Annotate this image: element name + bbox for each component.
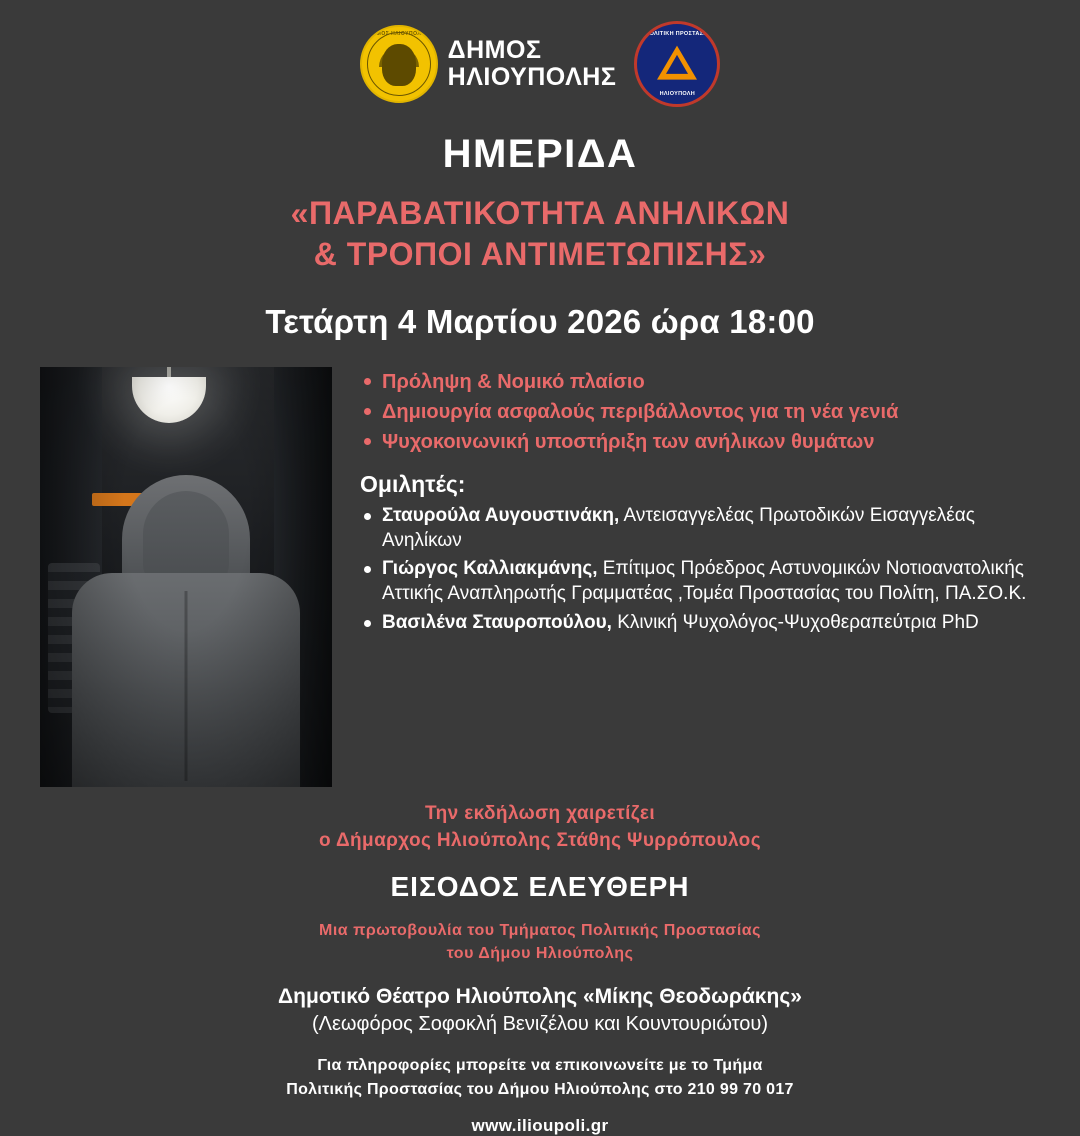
speaker-role: Αντεισαγγελέας Πρωτοδικών Εισαγγελέας Ανηλίκων	[382, 504, 975, 551]
speaker-role: Επίτιμος Πρόεδρος Αστυνομικών Νοτιοανατολικής Αττικής Αναπληρωτής Γραμματέας ,Τομέα Προστασίας του Πολίτη, ΠΑ.ΣΟ.Κ.	[382, 558, 1027, 604]
contact-info-line1: Για πληροφορίες μπορείτε να επικοινωνείτε με το Τμήμα	[317, 1057, 763, 1075]
list-item: Δημιουργία ασφαλούς περιβάλλοντος για τη νέα γενιά	[360, 399, 1040, 425]
list-item	[360, 611, 1040, 636]
initiative-line2: του Δήμου Ηλιούπολης	[446, 945, 634, 963]
list-item: Ψυχοκοινωνική υποστήριξη των ανήλικων θυμάτων	[360, 429, 1040, 455]
civil-protection-bottom-text: ΗΛΙΟΥΠΟΛΗ	[659, 91, 696, 97]
event-datetime: Τετάρτη 4 Μαρτίου 2026 ώρα 18:00	[265, 302, 815, 340]
contact-info-line2: Πολιτικής Προστασίας του Δήμου Ηλιούπολης στο 210 99 70 017	[286, 1081, 794, 1099]
municipality-logo	[360, 25, 617, 103]
event-kind-title: ΗΜΕΡΙΔΑ	[442, 132, 638, 176]
venue-address: (Λεωφόρος Σοφοκλή Βενιζέλου και Κουντουριώτου)	[312, 1013, 768, 1036]
speaker-name: Βασιλένα Σταυροπούλου,	[382, 611, 612, 633]
greeting-line1: Την εκδήλωση χαιρετίζει	[424, 802, 655, 824]
event-subject-line2: & ΤΡΟΠΟΙ ΑΝΤΙΜΕΤΩΠΙΣΗΣ»	[313, 235, 767, 272]
list-item: Πρόληψη & Νομικό πλαίσιο	[360, 369, 1040, 395]
municipality-seal-icon	[360, 25, 438, 103]
event-subject-title	[40, 193, 1040, 275]
event-subject-line1: «ΠΑΡΑΒΑΤΙΚΟΤΗΤΑ ΑΝΗΛΙΚΩΝ	[290, 195, 790, 231]
website-link[interactable]: www.ilioupoli.gr	[471, 1116, 609, 1136]
greeting-line2: ο Δήμαρχος Ηλιούπολης Στάθης Ψυρρόπουλος	[319, 829, 761, 851]
speaker-role: Κλινική Ψυχολόγος-Ψυχοθεραπεύτρια PhD	[617, 611, 979, 633]
venue-name: Δημοτικό Θέατρο Ηλιούπολης «Μίκης Θεοδωράκης»	[278, 985, 802, 1009]
greeting-text	[40, 801, 1040, 855]
initiative-line1: Μια πρωτοβουλία του Τμήματος Πολιτικής Προστασίας	[319, 921, 761, 939]
speakers-label: Ομιλητές:	[360, 470, 466, 497]
list-item	[360, 504, 1040, 553]
seal-text: ΔΗΜΟΣ ΗΛΙΟΥΠΟΛΗΣ	[368, 31, 429, 37]
free-entry-text: ΕΙΣΟΔΟΣ ΕΛΕΥΘΕΡΗ	[390, 870, 690, 902]
topics-list	[360, 369, 1040, 455]
logo-row	[40, 18, 1040, 110]
civil-protection-top-text: ΠΟΛΙΤΙΚΗ ΠΡΟΣΤΑΣΙΑ	[645, 31, 710, 37]
contact-info	[40, 1054, 1040, 1102]
content-section	[40, 367, 1040, 787]
speaker-name: Σταυρούλα Αυγουστινάκη,	[382, 504, 620, 526]
hooded-figure-photo	[40, 367, 332, 787]
speaker-name: Γιώργος Καλλιακμάνης,	[382, 558, 598, 580]
list-item	[360, 557, 1040, 606]
speakers-list	[360, 504, 1040, 635]
municipality-name	[448, 37, 617, 91]
initiative-text	[40, 919, 1040, 965]
municipality-name-line1: ΔΗΜΟΣ	[447, 36, 542, 64]
municipality-name-line2: ΗΛΙΟΥΠΟΛΗΣ	[447, 63, 617, 91]
details-column	[360, 367, 1040, 639]
civil-protection-badge-icon	[634, 21, 720, 107]
